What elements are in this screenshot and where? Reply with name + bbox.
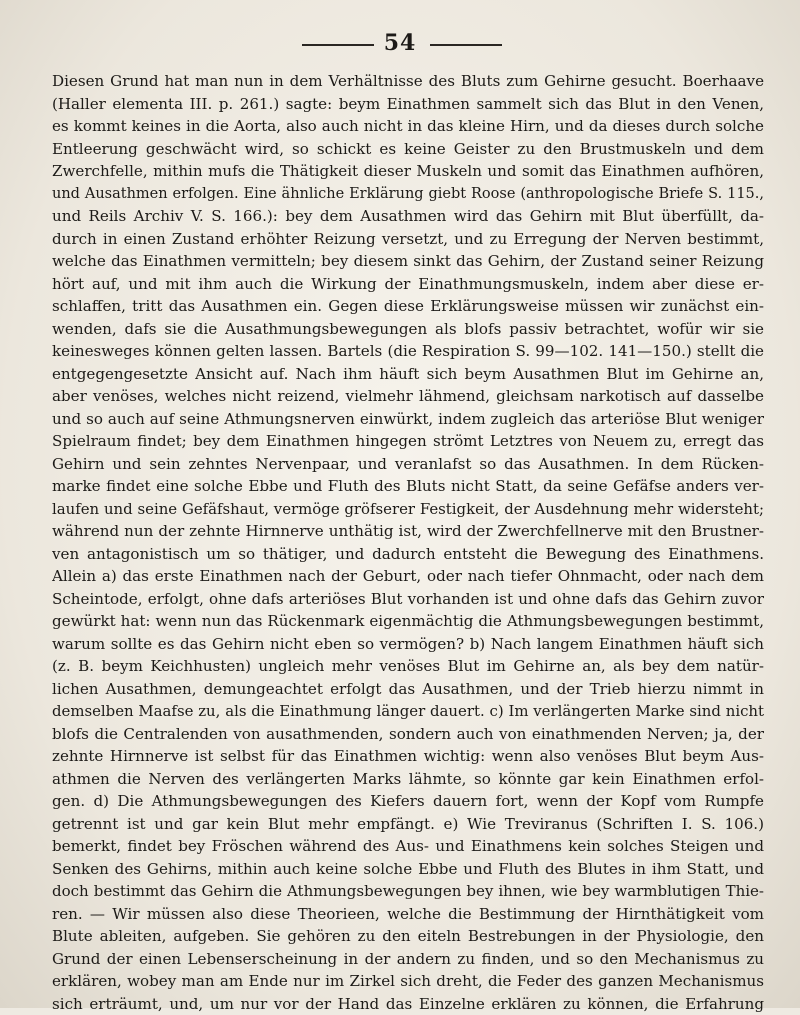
text-line: und so auch auf seine Athmungsnerven einwürkt, indem zugleich das arteriöse Blut weniger <box>52 408 764 431</box>
text-line: ren. — Wir müssen also diese Theorieen, welche die Bestimmung der Hirnthätigkeit vom <box>52 903 764 926</box>
body-text <box>52 70 764 1015</box>
text-line: und Reils Archiv V. S. 166.): bey dem Ausathmen wird das Gehirn mit Blut überfüllt, da- <box>52 205 764 228</box>
text-line: ven antagonistisch um so thätiger, und dadurch entsteht die Bewegung des Einathmens. <box>52 543 764 566</box>
text-line: getrennt ist und gar kein Blut mehr empfängt. e) Wie Treviranus (Schriften I. S. 106.) <box>52 813 764 836</box>
text-line: wenden, dafs sie die Ausathmungsbewegungen als blofs passiv betrachtet, wofür wir sie <box>52 318 764 341</box>
text-line: aber venöses, welches nicht reizend, vielmehr lähmend, gleichsam narkotisch auf dasselbe <box>52 385 764 408</box>
header-rule-right <box>430 44 502 46</box>
text-line: gen. d) Die Athmungsbewegungen des Kiefers dauern fort, wenn der Kopf vom Rumpfe <box>52 790 764 813</box>
header-rule-left <box>302 44 374 46</box>
text-line: keinesweges können gelten lassen. Bartels (die Respiration S. 99—102. 141—150.) stellt die <box>52 340 764 363</box>
text-line: sich erträumt, und, um nur vor der Hand das Einzelne erklären zu können, die Erfahrung <box>52 993 764 1015</box>
text-line: entgegengesetzte Ansicht auf. Nach ihm häuft sich beym Ausathmen Blut im Gehirne an, <box>52 363 764 386</box>
text-line: athmen die Nerven des verlängerten Marks lähmte, so könnte gar kein Einathmen erfol- <box>52 768 764 791</box>
text-line: Diesen Grund hat man nun in dem Verhältnisse des Bluts zum Gehirne gesucht. Boerhaave <box>52 70 764 93</box>
text-line: durch in einen Zustand erhöhter Reizung versetzt, und zu Erregung der Nerven bestimmt, <box>52 228 764 251</box>
text-line: Zwerchfelle, mithin mufs die Thätigkeit dieser Muskeln und somit das Einathmen aufhören, <box>52 160 764 183</box>
text-line: gewürkt hat: wenn nun das Rückenmark eigenmächtig die Athmungsbewegungen bestimmt, <box>52 610 764 633</box>
text-line: laufen und seine Gefäfshaut, vermöge gröfserer Festigkeit, der Ausdehnung mehr widersteht; <box>52 498 764 521</box>
text-line: (z. B. beym Keichhusten) ungleich mehr venöses Blut im Gehirne an, als bey dem natür- <box>52 655 764 678</box>
text-line: zehnte Hirnnerve ist selbst für das Einathmen wichtig: wenn also venöses Blut beym Aus- <box>52 745 764 768</box>
page-header <box>0 30 800 60</box>
text-line: erklären, wobey man am Ende nur im Zirkel sich dreht, die Feder des ganzen Mechanismus <box>52 970 764 993</box>
text-line: Grund der einen Lebenserscheinung in der andern zu finden, und so den Mechanismus zu <box>52 948 764 971</box>
text-line: marke findet eine solche Ebbe und Fluth des Bluts nicht Statt, da seine Gefäfse anders ver- <box>52 475 764 498</box>
text-line: welche das Einathmen vermitteln; bey diesem sinkt das Gehirn, der Zustand seiner Reizung <box>52 250 764 273</box>
text-line: Blute ableiten, aufgeben. Sie gehören zu den eiteln Bestrebungen in der Physiologie, den <box>52 925 764 948</box>
text-line: Entleerung geschwächt wird, so schickt es keine Geister zu den Brustmuskeln und dem <box>52 138 764 161</box>
text-line: Scheintode, erfolgt, ohne dafs arteriöses Blut vorhanden ist und ohne dafs das Gehirn zuvor <box>52 588 764 611</box>
text-line: lichen Ausathmen, demungeachtet erfolgt das Ausathmen, und der Trieb hierzu nimmt in <box>52 678 764 701</box>
text-line: (Haller elementa III. p. 261.) sagte: beym Einathmen sammelt sich das Blut in den Venen, <box>52 93 764 116</box>
text-line: Gehirn und sein zehntes Nervenpaar, und veranlafst so das Ausathmen. In dem Rücken- <box>52 453 764 476</box>
text-line: blofs die Centralenden von ausathmenden, sondern auch von einathmenden Nerven; ja, der <box>52 723 764 746</box>
text-line: Senken des Gehirns, mithin auch keine solche Ebbe und Fluth des Blutes in ihm Statt, und <box>52 858 764 881</box>
text-line: Allein a) das erste Einathmen nach der Geburt, oder nach tiefer Ohnmacht, oder nach dem <box>52 565 764 588</box>
page-number: 54 <box>376 30 424 56</box>
text-line: und Ausathmen erfolgen. Eine ähnliche Erklärung giebt Roose (anthropologische Briefe S. 115., <box>52 183 764 206</box>
text-line: demselben Maafse zu, als die Einathmung länger dauert. c) Im verlängerten Marke sind nicht <box>52 700 764 723</box>
text-line: hört auf, und mit ihm auch die Wirkung der Einathmungsmuskeln, indem aber diese er- <box>52 273 764 296</box>
text-line: doch bestimmt das Gehirn die Athmungsbewegungen bey ihnen, wie bey warmblutigen Thie- <box>52 880 764 903</box>
text-line: während nun der zehnte Hirnnerve unthätig ist, wird der Zwerchfellnerve mit den Brustner- <box>52 520 764 543</box>
text-line: es kommt keines in die Aorta, also auch nicht in das kleine Hirn, und da dieses durch solche <box>52 115 764 138</box>
text-line: bemerkt, findet bey Fröschen während des Aus- und Einathmens kein solches Steigen und <box>52 835 764 858</box>
text-line: Spielraum findet; bey dem Einathmen hingegen strömt Letztres von Neuem zu, erregt das <box>52 430 764 453</box>
text-line: warum sollte es das Gehirn nicht eben so vermögen? b) Nach langem Einathmen häuft sich <box>52 633 764 656</box>
text-line: schlaffen, tritt das Ausathmen ein. Gegen diese Erklärungsweise müssen wir zunächst ein- <box>52 295 764 318</box>
